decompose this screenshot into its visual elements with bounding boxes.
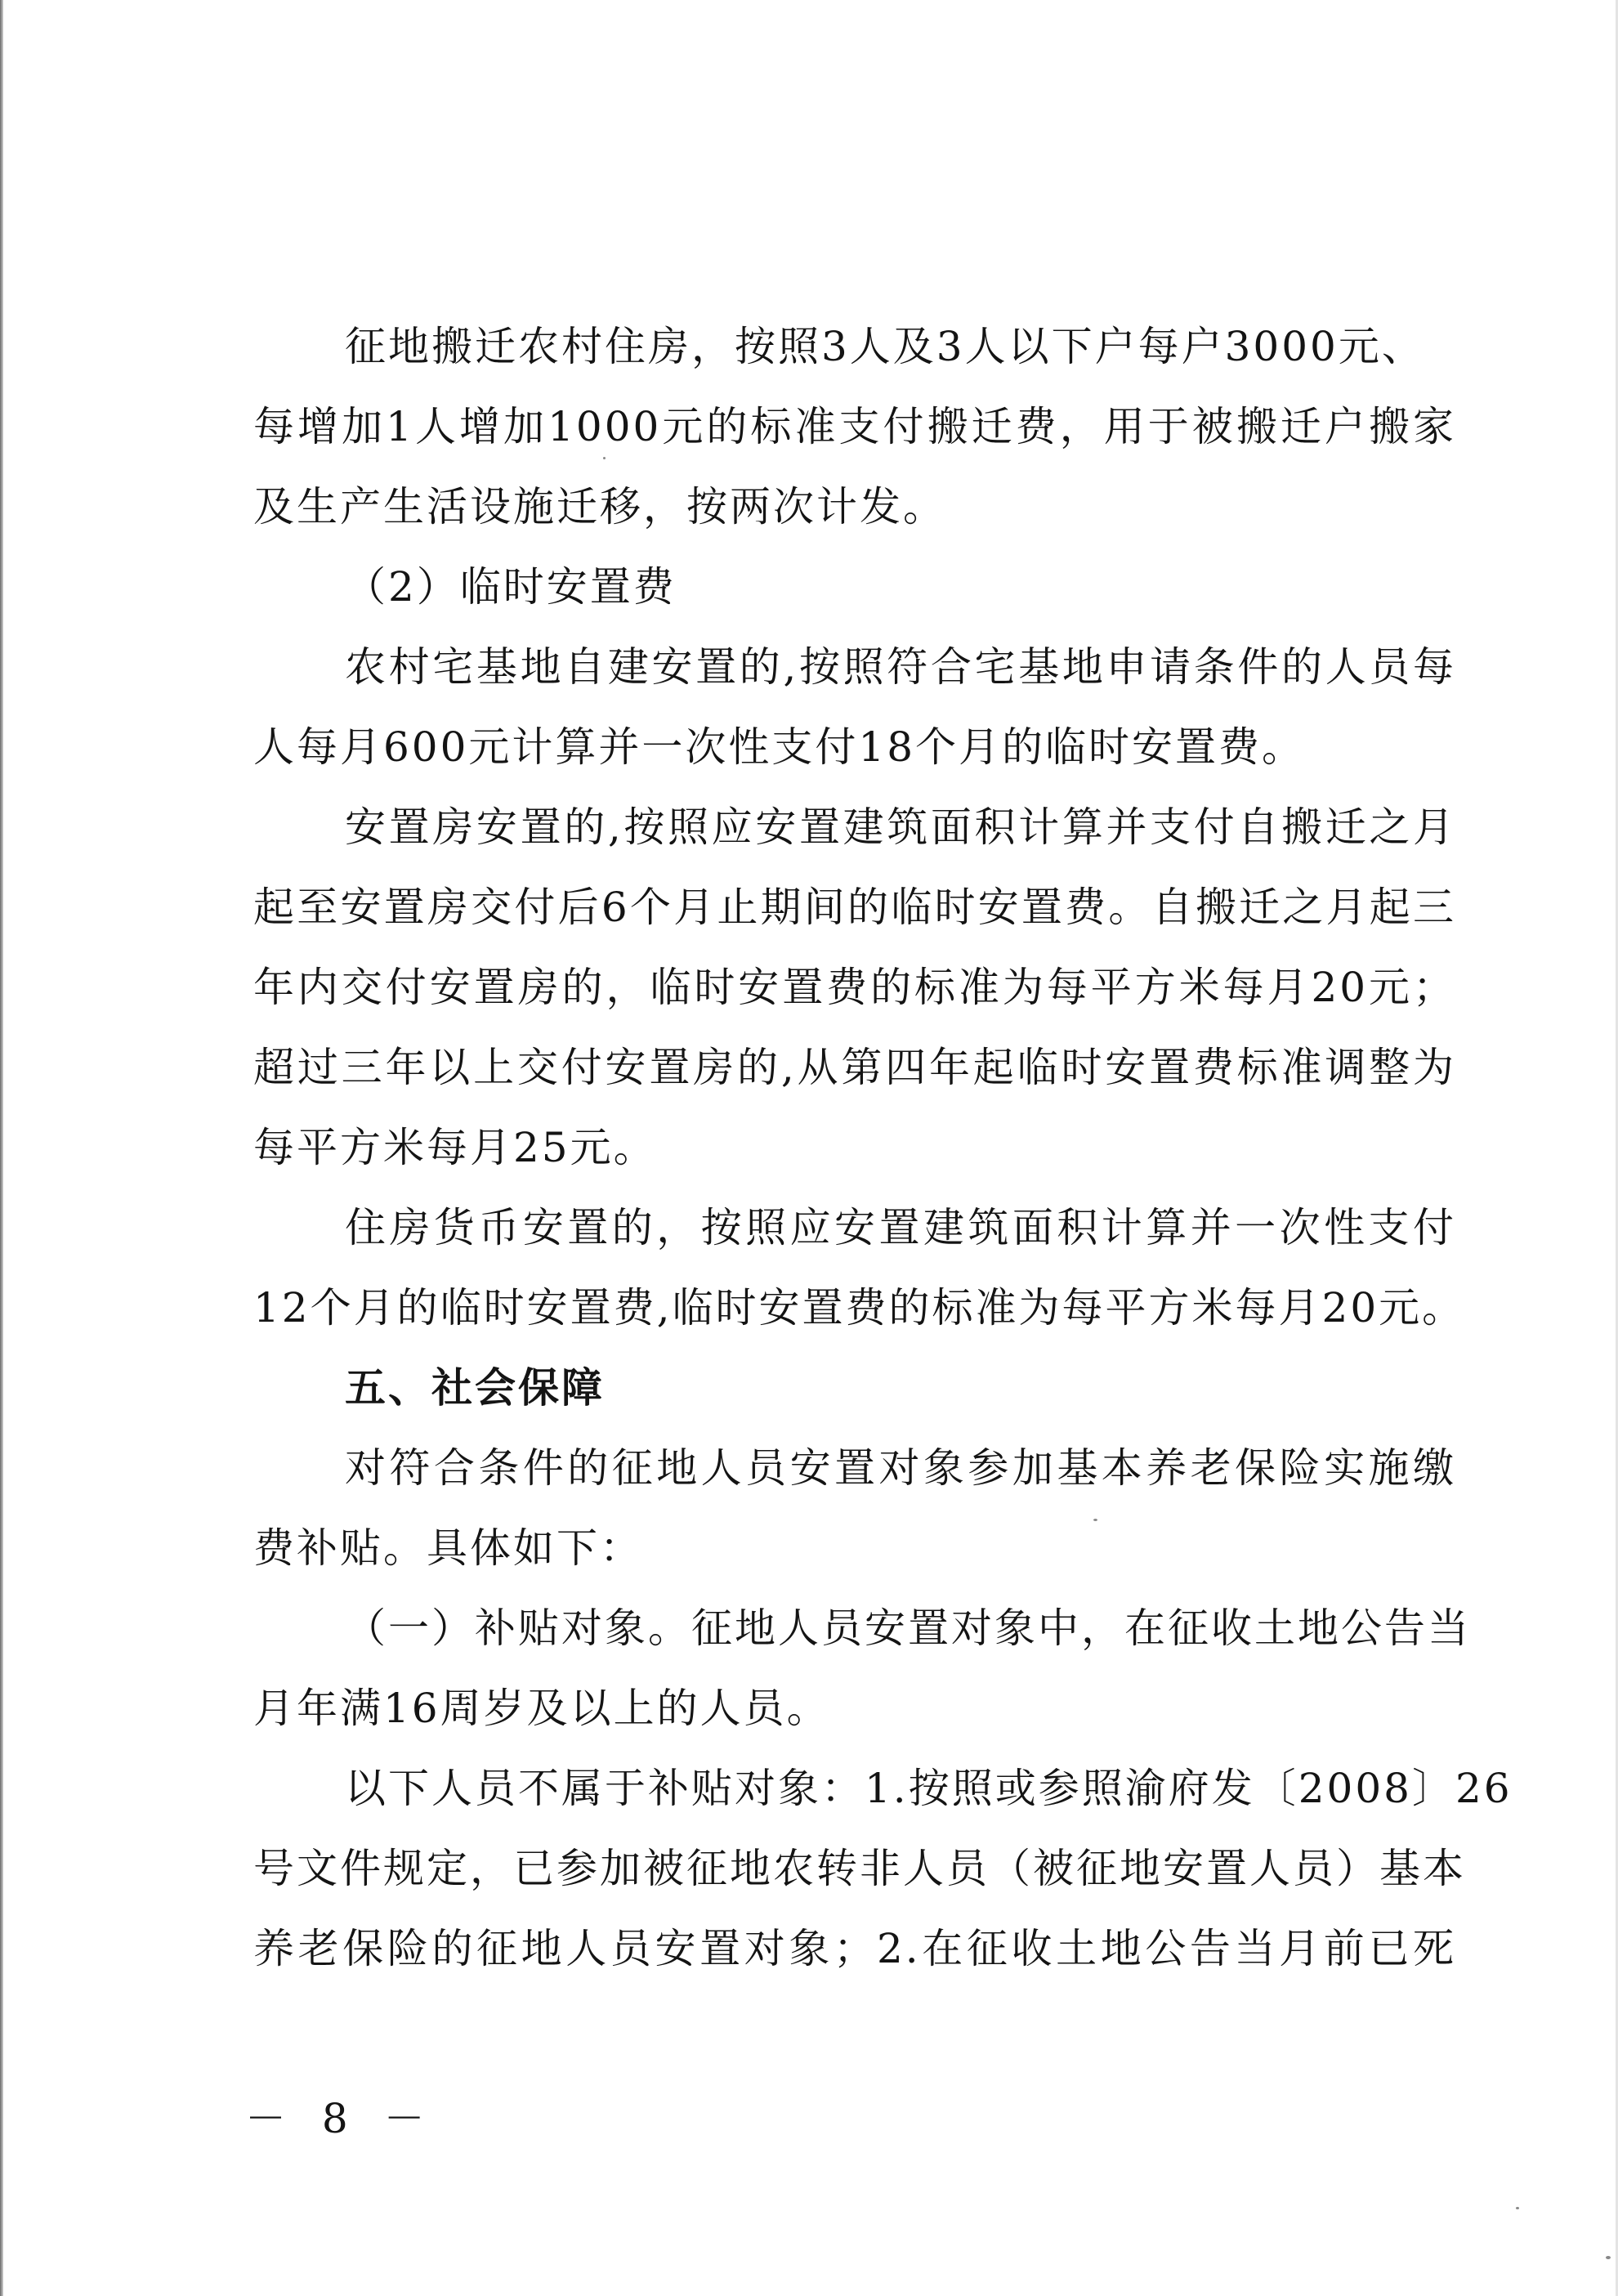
paragraph-line [253,787,1456,867]
document-body [253,307,1513,1989]
paragraph-line [253,1508,1456,1588]
line-text: 安置房安置的,按照应安置建筑面积计算并支付自搬迁之月 [345,803,1456,851]
paragraph-line [253,1909,1456,1989]
subheading-line [253,547,1456,627]
paragraph-line [253,867,1456,947]
paragraph-line [253,1188,1456,1268]
paragraph-line [253,1668,1456,1748]
line-text: 每增加1人增加1000元的标准支付搬迁费，用于被搬迁户搬家 [253,403,1456,450]
paragraph-line [253,1027,1456,1108]
scan-left-edge [0,0,3,2296]
scan-speck [1606,2256,1611,2259]
paragraph-line [253,387,1456,467]
line-text: （一）补贴对象。征地人员安置对象中，在征收土地公告当 [345,1605,1471,1652]
line-text: 年内交付安置房的，临时安置费的标准为每平方米每月20元； [253,964,1456,1011]
line-text: 及生产生活设施迁移，按两次计发。 [253,483,946,530]
line-text: 对符合条件的征地人员安置对象参加基本养老保险实施缴 [345,1444,1456,1492]
paragraph-line [253,1588,1471,1668]
paragraph-line [253,467,1456,547]
line-text: 起至安置房交付后6个月止期间的临时安置费。自搬迁之月起三 [253,884,1456,931]
scan-speck [1093,1519,1097,1521]
paragraph-line [253,1268,1466,1348]
paragraph-line [253,307,1456,387]
line-text: 征地搬迁农村住房，按照3人及3人以下户每户3000元、 [345,323,1425,370]
line-text: 住房货币安置的，按照应安置建筑面积计算并一次性支付 [345,1204,1456,1251]
line-text: 农村宅基地自建安置的,按照符合宅基地申请条件的人员每 [345,643,1456,691]
paragraph-line [253,1428,1456,1508]
line-text: 养老保险的征地人员安置对象；2.在征收土地公告当月前已死 [253,1925,1456,1972]
line-text: 每平方米每月25元。 [253,1124,657,1171]
paragraph-line [253,627,1456,707]
scan-speck [603,457,606,459]
paragraph-line [253,1108,1456,1188]
line-text: 费补贴。具体如下： [253,1524,643,1572]
paragraph-line [253,707,1456,787]
page-number: － 8 － [245,2095,436,2142]
paragraph-line [253,947,1456,1027]
paragraph-line [253,1828,1466,1909]
scan-speck [1516,2207,1519,2209]
line-text: 以下人员不属于补贴对象：1.按照或参照渝府发〔2008〕26 [345,1765,1513,1812]
section-heading [253,1348,1456,1428]
subheading-text: （2）临时安置费 [345,563,677,611]
line-text: 月年满16周岁及以上的人员。 [253,1685,830,1732]
section-heading-text: 五、社会保障 [345,1364,605,1412]
line-text: 号文件规定，已参加被征地农转非人员（被征地安置人员）基本 [253,1845,1466,1892]
line-text: 超过三年以上交付安置房的,从第四年起临时安置费标准调整为 [253,1044,1456,1091]
line-text: 12个月的临时安置费,临时安置费的标准为每平方米每月20元。 [253,1284,1466,1332]
paragraph-line [253,1748,1513,1828]
line-text: 人每月600元计算并一次性支付18个月的临时安置费。 [253,723,1306,771]
